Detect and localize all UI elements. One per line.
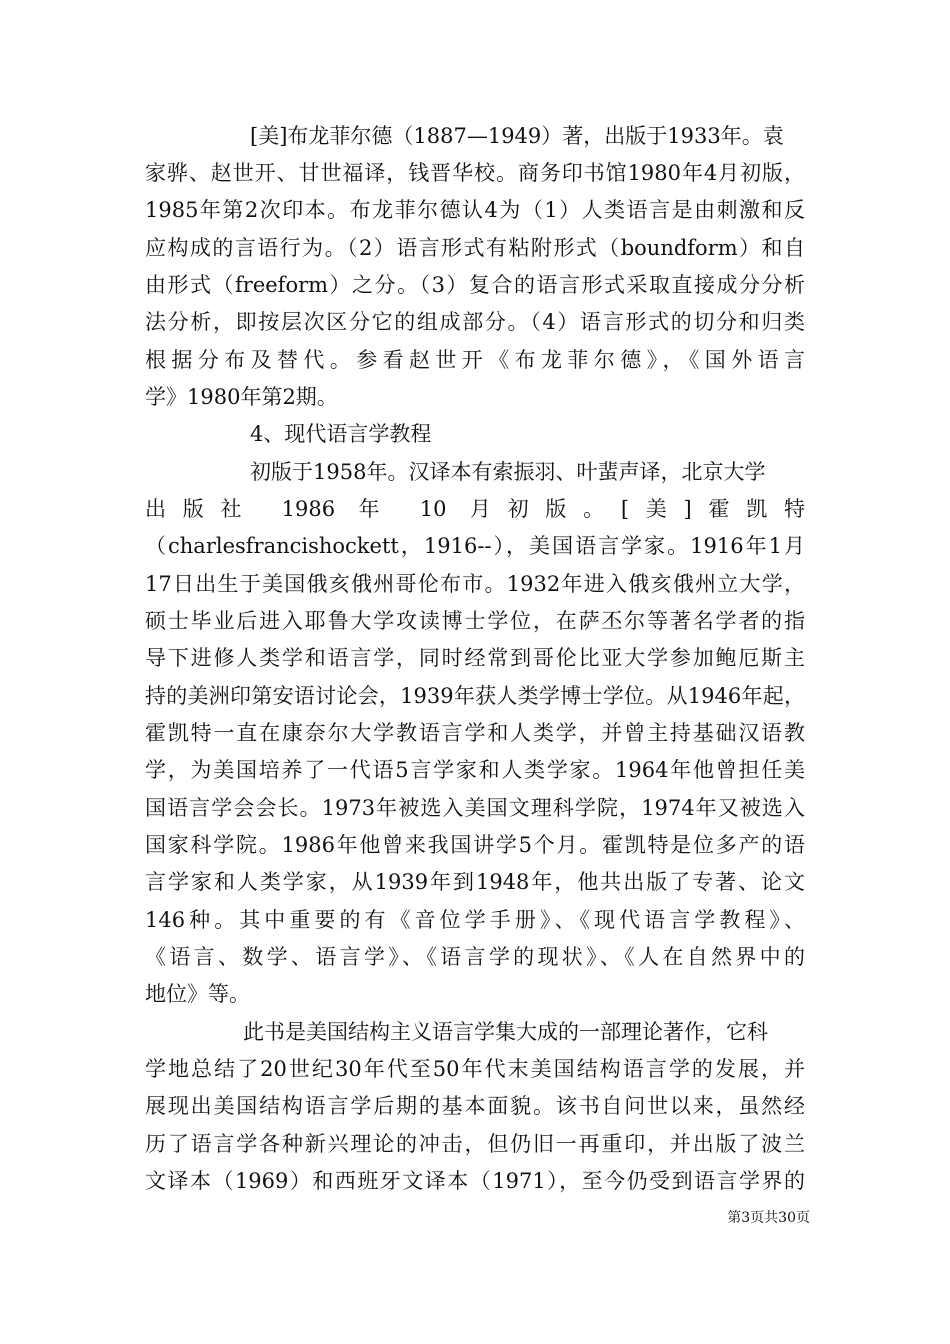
text-line: 1985年第2次印本。布龙菲尔德认4为（1）人类语言是由刺激和反	[145, 198, 805, 222]
page-number: 第3页共30页	[727, 1210, 810, 1226]
text-line: [美]布龙菲尔德（1887—1949）著，出版于1933年。袁	[250, 124, 784, 148]
text-line: 学地总结了20世纪30年代至50年代末美国结构语言学的发展，并	[145, 1057, 805, 1081]
text-line: 根据分布及替代。参看赵世开《布龙菲尔德》，《国外语言	[145, 348, 805, 372]
text-line: 地位》等。	[145, 982, 250, 1006]
text-line: 此书是美国结构主义语言学集大成的一部理论著作，它科	[243, 1020, 768, 1044]
text-line: 历了语言学各种新兴理论的冲击，但仍旧一再重印，并出版了波兰	[145, 1132, 805, 1156]
text-line: 应构成的言语行为。（2）语言形式有粘附形式（boundform）和自	[145, 236, 805, 260]
text-line: 硕士毕业后进入耶鲁大学攻读博士学位，在萨丕尔等著名学者的指	[145, 609, 805, 633]
text-line: 展现出美国结构语言学后期的基本面貌。该书自问世以来，虽然经	[145, 1094, 805, 1118]
text-line: 由形式（freeform）之分。（3）复合的语言形式采取直接成分分析	[145, 273, 805, 297]
section-heading: 4、现代语言学教程	[250, 422, 432, 446]
text-line: （charlesfrancishockett，1916--），美国语言学家。1916年1月	[145, 534, 805, 558]
text-line: 霍凯特一直在康奈尔大学教语言学和人类学，并曾主持基础汉语教	[145, 721, 805, 745]
text-line: 《语言、数学、语言学》、《语言学的现状》、《人在自然界中的	[145, 945, 805, 969]
text-line: 持的美洲印第安语讨论会，1939年获人类学博士学位。从1946年起，	[145, 684, 805, 708]
text-line: 国语言学会会长。1973年被选入美国文理科学院，1974年又被选入	[145, 796, 805, 820]
text-line: 国家科学院。1986年他曾来我国讲学5个月。霍凯特是位多产的语	[145, 833, 805, 857]
text-line: 146种。其中重要的有《音位学手册》、《现代语言学教程》、	[145, 908, 805, 932]
text-line: 出版社 1986 年 10 月初版。[美]霍凯特	[145, 497, 805, 521]
text-line: 学》1980年第2期。	[145, 385, 338, 409]
text-line: 初版于1958年。汉译本有索振羽、叶蜚声译，北京大学	[250, 460, 766, 484]
text-line: 17日出生于美国俄亥俄州哥伦布市。1932年进入俄亥俄州立大学，	[145, 572, 805, 596]
text-line: 法分析，即按层次区分它的组成部分。（4）语言形式的切分和归类	[145, 310, 805, 334]
text-line: 言学家和人类学家，从1939年到1948年，他共出版了专著、论文	[145, 870, 805, 894]
text-line: 导下进修人类学和语言学，同时经常到哥伦比亚大学参加鲍厄斯主	[145, 646, 805, 670]
text-line: 文译本（1969）和西班牙文译本（1971），至今仍受到语言学界的	[145, 1169, 805, 1193]
text-line: 学，为美国培养了一代语5言学家和人类学家。1964年他曾担任美	[145, 758, 805, 782]
text-line: 家骅、赵世开、甘世福译，钱晋华校。商务印书馆1980年4月初版，	[145, 161, 805, 185]
